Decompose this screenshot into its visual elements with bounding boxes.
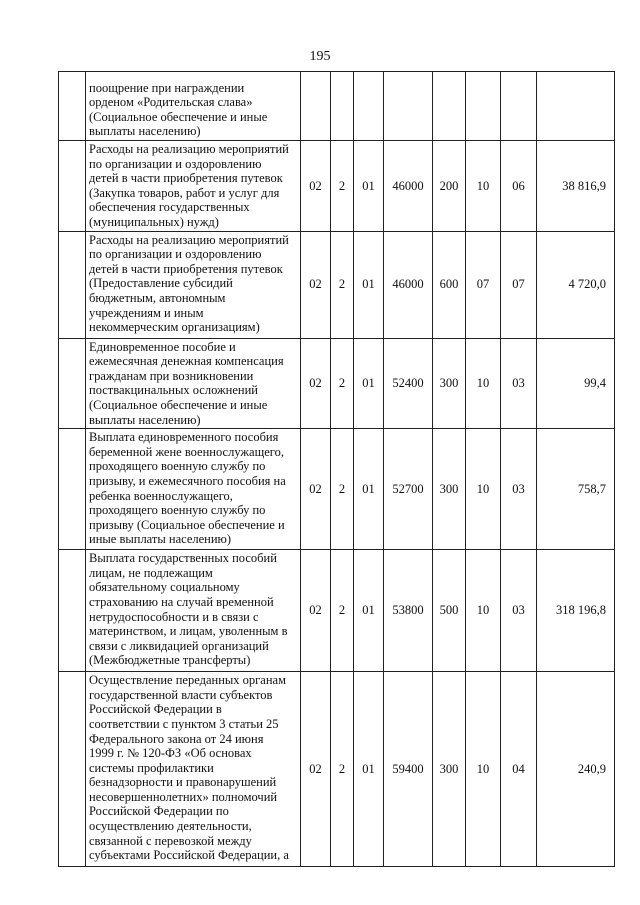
program-code: 02 — [301, 141, 331, 232]
row-index-cell — [59, 141, 86, 232]
program-code: 02 — [301, 338, 331, 429]
direction-code: 46000 — [384, 141, 433, 232]
section-code: 10 — [466, 672, 501, 867]
direction-code: 52400 — [384, 338, 433, 429]
direction-code: 46000 — [384, 231, 433, 338]
subprogram-code: 2 — [331, 672, 354, 867]
subsection-code: 03 — [501, 338, 537, 429]
page-number: 195 — [309, 49, 331, 64]
section-code: 10 — [466, 141, 501, 232]
expense-type-code — [433, 72, 466, 141]
expense-type-code: 600 — [433, 231, 466, 338]
section-code: 10 — [466, 338, 501, 429]
program-code: 02 — [301, 231, 331, 338]
expense-description: Выплата единовременного пособия беременной жене военнослужащего, проходящего военную службу по призыву, и ежемесячного пособия на ребенка военнослужащего, проходящего военную службу по призыву (Социальное обеспечение и иные выплаты населению) — [86, 429, 301, 550]
amount: 4 720,0 — [537, 231, 615, 338]
section-code: 10 — [466, 429, 501, 550]
program-code: 02 — [301, 429, 331, 550]
main-event-code: 01 — [354, 429, 384, 550]
section-code: 10 — [466, 550, 501, 672]
table-row — [59, 141, 615, 232]
row-index-cell — [59, 672, 86, 867]
subprogram-code: 2 — [331, 141, 354, 232]
direction-code: 59400 — [384, 672, 433, 867]
expense-type-code: 200 — [433, 141, 466, 232]
table-row — [59, 72, 615, 141]
subsection-code — [501, 72, 537, 141]
section-code: 07 — [466, 231, 501, 338]
expense-type-code: 300 — [433, 672, 466, 867]
program-code: 02 — [301, 550, 331, 672]
expense-description: Расходы на реализацию мероприятий по организации и оздоровлению детей в части приобретения путевок (Предоставление субсидий бюджетным, автономным учреждениям и иным некоммерческим организациям) — [86, 231, 301, 338]
budget-table — [58, 71, 615, 867]
direction-code: 53800 — [384, 550, 433, 672]
subprogram-code: 2 — [331, 231, 354, 338]
main-event-code: 01 — [354, 231, 384, 338]
amount: 38 816,9 — [537, 141, 615, 232]
expense-type-code: 300 — [433, 429, 466, 550]
table-row — [59, 338, 615, 429]
amount: 99,4 — [537, 338, 615, 429]
amount: 240,9 — [537, 672, 615, 867]
row-index-cell — [59, 338, 86, 429]
expense-type-code: 300 — [433, 338, 466, 429]
main-event-code — [354, 72, 384, 141]
main-event-code: 01 — [354, 672, 384, 867]
row-index-cell — [59, 429, 86, 550]
subsection-code: 03 — [501, 550, 537, 672]
subprogram-code: 2 — [331, 338, 354, 429]
expense-description: поощрение при награждении орденом «Родительская слава» (Социальное обеспечение и иные выплаты населению) — [86, 72, 301, 141]
table-row — [59, 429, 615, 550]
subsection-code: 07 — [501, 231, 537, 338]
expense-description: Единовременное пособие и ежемесячная денежная компенсация гражданам при возникновении поствакцинальных осложнений (Социальное обеспечение и иные выплаты населению) — [86, 338, 301, 429]
subsection-code: 04 — [501, 672, 537, 867]
subprogram-code: 2 — [331, 429, 354, 550]
row-index-cell — [59, 72, 86, 141]
section-code — [466, 72, 501, 141]
expense-description: Расходы на реализацию мероприятий по организации и оздоровлению детей в части приобретения путевок (Закупка товаров, работ и услуг для обеспечения государственных (муниципальных) нужд) — [86, 141, 301, 232]
main-event-code: 01 — [354, 338, 384, 429]
program-code: 02 — [301, 672, 331, 867]
main-event-code: 01 — [354, 141, 384, 232]
amount: 318 196,8 — [537, 550, 615, 672]
subprogram-code: 2 — [331, 550, 354, 672]
expense-description: Осуществление переданных органам государственной власти субъектов Российской Федерации в соответствии с пунктом 3 статьи 25 Федерального закона от 24 июня 1999 г. № 120-ФЗ «Об основах системы профилактики безнадзорности и правонарушений несовершеннолетних» полномочий Российской Федерации по осуществлению деятельности, связанной с перевозкой между субъектами Российской Федерации, а — [86, 672, 301, 867]
table-row — [59, 550, 615, 672]
expense-type-code: 500 — [433, 550, 466, 672]
table-row — [59, 231, 615, 338]
subprogram-code — [331, 72, 354, 141]
direction-code: 52700 — [384, 429, 433, 550]
program-code — [301, 72, 331, 141]
amount — [537, 72, 615, 141]
expense-description: Выплата государственных пособий лицам, не подлежащим обязательному социальному страхованию на случай временной нетрудоспособности и в связи с материнством, и лицам, уволенным в связи с ликвидацией организаций (Межбюджетные трансферты) — [86, 550, 301, 672]
subsection-code: 06 — [501, 141, 537, 232]
amount: 758,7 — [537, 429, 615, 550]
row-index-cell — [59, 231, 86, 338]
row-index-cell — [59, 550, 86, 672]
subsection-code: 03 — [501, 429, 537, 550]
direction-code — [384, 72, 433, 141]
main-event-code: 01 — [354, 550, 384, 672]
table-row — [59, 672, 615, 867]
